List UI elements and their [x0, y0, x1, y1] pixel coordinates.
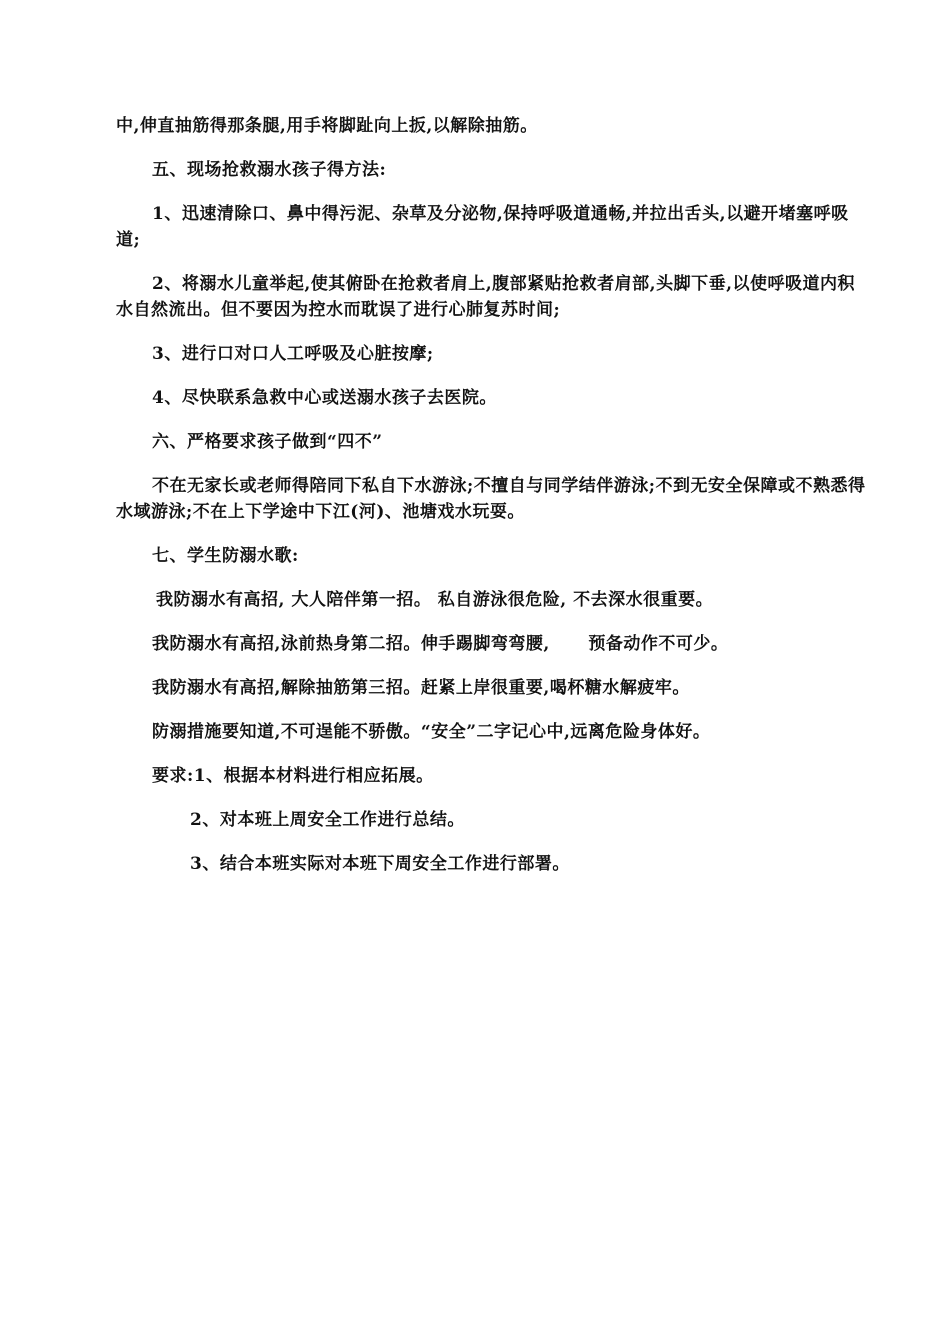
heading-four-nots: 六、严格要求孩子做到“四不” [152, 432, 383, 452]
song-verse-4: 防溺措施要知道,不可逞能不骄傲。“安全”二字记心中,远离危险身体好。 [152, 722, 711, 742]
rescue-step-4: 4、尽快联系急救中心或送溺水孩子去医院。 [152, 388, 497, 408]
rescue-step-3: 3、进行口对口人工呼吸及心脏按摩; [152, 344, 434, 364]
paragraph-cramp-relief: 中,伸直抽筋得那条腿,用手将脚趾向上扳,以解除抽筋。 [116, 116, 538, 136]
rescue-step-2: 2、将溺水儿童举起,使其俯卧在抢救者肩上,腹部紧贴抢救者肩部,头脚下垂,以使呼吸道内积水自然流出。但不要因为控水而耽误了进行心肺复苏时间; [116, 274, 856, 320]
song-verse-3: 我防溺水有高招,解除抽筋第三招。赶紧上岸很重要,喝杯糖水解疲牢。 [152, 678, 690, 698]
paragraph-four-nots: 不在无家长或老师得陪同下私自下水游泳;不擅自与同学结伴游泳;不到无安全保障或不熟悉得水域游泳;不在上下学途中下江(河)、池塘戏水玩耍。 [116, 476, 866, 522]
rescue-step-1: 1、迅速清除口、鼻中得污泥、杂草及分泌物,保持呼吸道通畅,并拉出舌头,以避开堵塞呼吸道; [116, 204, 849, 250]
song-verse-2: 我防溺水有高招,泳前热身第二招。伸手踢脚弯弯腰, 预备动作不可少。 [152, 634, 729, 654]
song-verse-1: 我防溺水有高招, 大人陪伴第一招。 私自游泳很危险, 不去深水很重要。 [156, 590, 714, 610]
heading-rescue-methods: 五、现场抢救溺水孩子得方法: [152, 160, 387, 180]
requirement-3: 3、结合本班实际对本班下周安全工作进行部署。 [190, 854, 570, 874]
document-body [116, 113, 866, 895]
heading-song: 七、学生防溺水歌: [152, 546, 299, 566]
requirement-1: 要求:1、根据本材料进行相应拓展。 [152, 766, 434, 786]
requirement-2: 2、对本班上周安全工作进行总结。 [190, 810, 465, 830]
